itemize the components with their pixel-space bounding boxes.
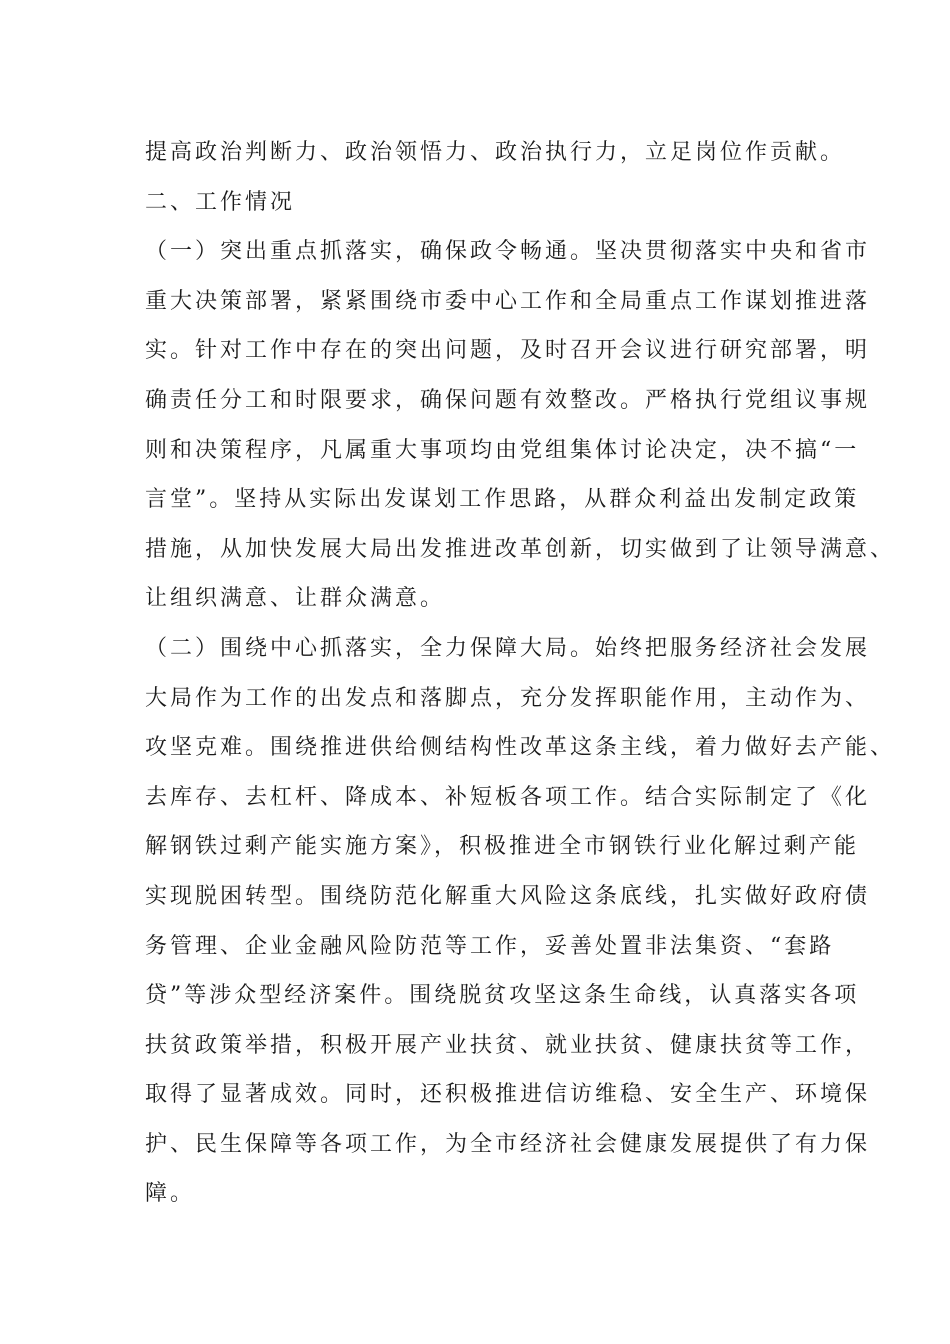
paragraph-line: 则和决策程序，凡属重大事项均由党组集体讨论决定，决不搞“一 <box>145 437 860 463</box>
section-heading <box>145 178 825 228</box>
paragraph-line: 解钢铁过剩产能实施方案》，积极推进全市钢铁行业化解过剩产能 <box>145 834 860 860</box>
paragraph-1 <box>145 227 896 624</box>
intro-paragraph <box>145 128 846 178</box>
paragraph-line: 让组织满意、让群众满意。 <box>145 586 446 612</box>
intro-line: 提高政治判断力、政治领悟力、政治执行力，立足岗位作贡献。 <box>145 140 846 165</box>
paragraph-line: 务管理、企业金融风险防范等工作，妥善处置非法集资、“套路 <box>145 933 835 959</box>
paragraph-line: 重大决策部署，紧紧围绕市委中心工作和全局重点工作谋划推进落 <box>145 288 871 314</box>
paragraph-line: 大局作为工作的出发点和落脚点，充分发挥职能作用，主动作为、 <box>145 685 871 711</box>
document-body <box>145 128 896 1219</box>
paragraph-line: 贷”等涉众型经济案件。围绕脱贫攻坚这条生命线，认真落实各项 <box>145 983 860 1009</box>
paragraph-line: 扶贫政策举措，积极开展产业扶贫、就业扶贫、健康扶贫等工作， <box>145 1032 871 1058</box>
section-heading-text: 二、工作情况 <box>145 189 296 215</box>
paragraph-line: 确责任分工和时限要求，确保问题有效整改。严格执行党组议事规 <box>145 387 871 413</box>
paragraph-line: 攻坚克难。围绕推进供给侧结构性改革这条主线，着力做好去产能、 <box>145 735 896 761</box>
paragraph-line: 措施，从加快发展大局出发推进改革创新，切实做到了让领导满意、 <box>145 536 896 562</box>
paragraph-line: （二）围绕中心抓落实，全力保障大局。始终把服务经济社会发展 <box>145 635 871 661</box>
paragraph-line: 去库存、去杠杆、降成本、补短板各项工作。结合实际制定了《化 <box>145 784 871 810</box>
paragraph-line: 实现脱困转型。围绕防范化解重大风险这条底线，扎实做好政府债 <box>145 883 871 909</box>
paragraph-2 <box>145 624 896 1219</box>
paragraph-line: 言堂”。坚持从实际出发谋划工作思路，从群众利益出发制定政策 <box>145 487 860 513</box>
paragraph-line: 实。针对工作中存在的突出问题，及时召开会议进行研究部署，明 <box>145 338 871 364</box>
paragraph-line: 障。 <box>145 1181 196 1207</box>
paragraph-line: 护、民生保障等各项工作，为全市经济社会健康发展提供了有力保 <box>145 1131 871 1157</box>
paragraph-line: 取得了显著成效。同时，还积极推进信访维稳、安全生产、环境保 <box>145 1082 871 1108</box>
paragraph-line: （一）突出重点抓落实，确保政令畅通。坚决贯彻落实中央和省市 <box>145 239 871 265</box>
